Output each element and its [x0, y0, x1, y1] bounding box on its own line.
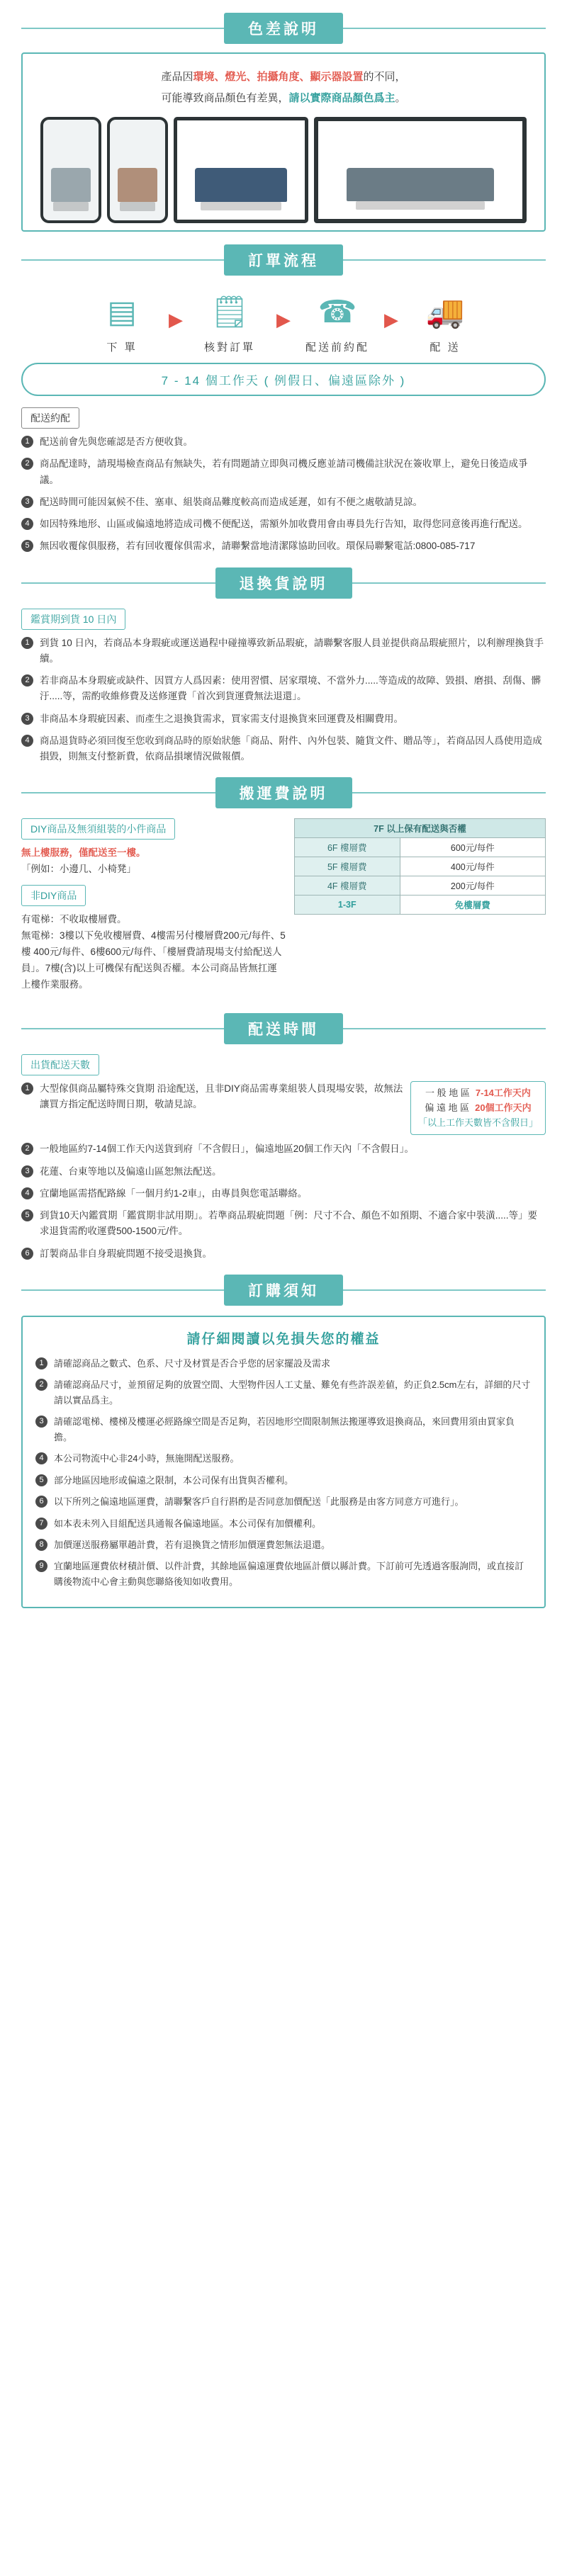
item-number: 5 [21, 540, 33, 552]
delivery-time-heading [21, 1013, 546, 1044]
item-number: 4 [21, 1187, 33, 1199]
flow-step [295, 286, 380, 354]
table-cell-floor: 1-3F [294, 896, 400, 915]
color-section-title: 色差說明 [224, 13, 343, 44]
list-item [35, 1356, 532, 1371]
freight-nondiy-tag: 非DIY商品 [21, 885, 86, 906]
item-number: 2 [21, 458, 33, 470]
delivery-window-pill: 7 - 14 個工作天 ( 例假日、偏遠區除外 ) [21, 363, 546, 396]
item-text: 宜蘭地區運費依材積計價、以件計費，其餘地區偏遠運費依地區計價以縣計費。下訂前可先透過客服詢問，或直接訂購後物流中心會主動與您聯絡後知如收費用。 [54, 1561, 524, 1587]
item-text: 非商品本身瑕疵因素、而產生之退換貨需求，買家需支付退換貨來回運費及相關費用。 [40, 713, 403, 724]
badge-footnote: 「以上工作天數皆不含假日」 [417, 1117, 538, 1128]
item-text: 商品退貨時必須回復至您收到商品時的原始狀態「商品、附件、內外包裝、隨貨文件、贈品等」，若商品因人爲使用造成損毀，則無支付整新費，依商品損壞情況做報價。 [40, 735, 542, 762]
table-cell-floor: 6F 樓層費 [294, 838, 400, 857]
item-text: 訂製商品非自身瑕疵問題不接受退換貨。 [40, 1248, 212, 1259]
badge-row [418, 1101, 538, 1116]
return-policy-tag: 鑑賞期到貨 10 日內 [21, 609, 125, 630]
freight-diy-bold-text: 無上樓服務，僅配送至一樓。 [21, 847, 146, 859]
list-item [35, 1451, 532, 1466]
item-text: 部分地區因地形或偏遠之限制，本公司保有出貨與否權利。 [54, 1474, 294, 1486]
item-text: 本公司物流中心非24小時，無施開配送服務。 [54, 1453, 240, 1464]
flow-step-label: 配 送 [430, 341, 461, 354]
freight-nondiy-line-2: 無電梯：3樓以下免收樓層費、4樓需另付樓層費200元/每件、5樓 400元/每件、6樓600元/每件、「樓層費請現場支付給配送人員」。7樓(含)以上可機保有配送與否權。本公司商品皆無扛運上樓作業服務。 [21, 930, 286, 990]
table-row [294, 896, 545, 915]
item-text: 商品配達時，請現場檢查商品有無缺失，若有問題請立即與司機反應並請司機備註狀況在簽收單上，避免日後造成爭議。 [40, 458, 528, 485]
list-item [21, 1208, 546, 1240]
item-text: 如因特殊地形、山區或偏遠地將造成司機不便配送，需額外加收費用會由專員先行告知，取得您同意後再進行配送。 [40, 519, 528, 530]
monitor-preview-icon [174, 117, 308, 223]
item-text: 花蓮、台東等地以及偏遠山區恕無法配送。 [40, 1165, 222, 1177]
table-row [294, 819, 545, 838]
list-item [21, 1186, 546, 1202]
table-cell-floor: 5F 樓層費 [294, 857, 400, 876]
delivery-region-badge [410, 1081, 546, 1135]
item-text: 配送前會先與您確認是否方便收貨。 [40, 436, 193, 447]
list-item [35, 1494, 532, 1509]
item-number: 4 [35, 1452, 47, 1464]
flow-step [79, 286, 164, 354]
table-cell-fee: 400元/每件 [400, 857, 545, 876]
freight-diy-block [21, 818, 286, 878]
item-number: 2 [21, 674, 33, 687]
item-number: 1 [35, 1357, 47, 1369]
list-item [35, 1473, 532, 1488]
item-number: 3 [21, 496, 33, 508]
item-number: 4 [21, 518, 33, 530]
list-item [21, 635, 546, 667]
item-text: 到貨10天內鑑賞期「鑑賞期非試用期」。若準商品瑕疵問題「例：尺寸不合、顏色不如預期、不適合家中裝潢.....等」要求退貨需酌收運費500-1500元/件。 [40, 1210, 538, 1237]
order-flow-title: 訂單流程 [224, 244, 343, 276]
table-row [294, 838, 545, 857]
list-item [21, 434, 546, 450]
phone-preview-2-icon [107, 117, 168, 223]
badge-value: 20個工作天内 [475, 1102, 532, 1113]
freight-diy-line-2: 「例如：小邊几、小椅凳」 [21, 864, 136, 875]
freight-title: 搬運費說明 [215, 777, 352, 808]
item-text: 請確認電梯、樓梯及樓運必經路線空間是否足夠，若因地形空間限制無法搬運導致退換商品，來回費用須由買家負擔。 [54, 1416, 515, 1442]
table-cell-floor: 4F 樓層費 [294, 876, 400, 896]
purchase-notice-title: 訂購須知 [224, 1275, 343, 1306]
list-item [35, 1559, 532, 1589]
list-item [21, 1246, 546, 1262]
table-cell-fee: 600元/每件 [400, 838, 545, 857]
badge-row [418, 1086, 538, 1101]
item-number: 9 [35, 1560, 47, 1572]
purchase-notice-list [35, 1356, 532, 1589]
table-header-cell: 7F 以上保有配送與否權 [294, 819, 545, 838]
list-item [35, 1377, 532, 1408]
purchase-notice-section [0, 1275, 567, 1608]
item-number: 5 [21, 1209, 33, 1221]
purchase-notice-subtitle: 請仔細閱讀以免損失您的權益 [186, 1332, 381, 1347]
item-text: 如本表未列入目組配送具通報各偏遠地區。本公司保有加價權利。 [54, 1518, 322, 1529]
item-number: 1 [21, 436, 33, 448]
badge-value: 7-14工作天内 [475, 1088, 531, 1099]
freight-text-column [21, 818, 286, 1000]
freight-nondiy-line-1: 有電梯：不收取樓層費。 [21, 914, 127, 925]
color-photo-strip [37, 117, 530, 223]
flow-step [403, 286, 488, 354]
item-text: 加價運送服務屬單趟計費，若有退換貨之情形加價運費恕無法退還。 [54, 1539, 331, 1550]
item-number: 6 [21, 1248, 33, 1260]
purchase-notice-box [21, 1316, 546, 1608]
item-text: 到貨 10 日內，若商品本身瑕疵或運送過程中碰撞導致新品瑕疵，請聯繫客服人員並提供商品瑕疵照片，以利辦理換貨手續。 [40, 637, 544, 664]
item-text: 宜蘭地區需搭配路線「一個月約1-2車」，由專員與您電話聯絡。 [40, 1187, 308, 1199]
item-text: 配送時間可能因氣候不佳、塞車、組裝商品難度較高而造成延遲，如有不便之處敬請見諒。 [40, 496, 422, 507]
item-text: 若非商品本身瑕疵或缺件、因買方人爲因素：使用習慣、居家環境、不當外力.....等造成的故障、毀損、磨損、刮傷、髒汙.....等，需酌收維修費及送修運費「首次到貨運費無法退還」。 [40, 675, 541, 702]
delivery-truck-icon: 🚚 [425, 295, 465, 329]
purchase-notice-heading [21, 1275, 546, 1306]
freight-fee-table-column [294, 818, 546, 915]
shipping-notes-list [21, 434, 546, 555]
list-item [35, 1516, 532, 1531]
table-cell-fee: 免樓層費 [400, 896, 545, 915]
list-item [21, 673, 546, 705]
badge-label: 一 般 地 區 [425, 1088, 470, 1099]
color-section-heading [21, 13, 546, 44]
item-number: 1 [21, 1083, 33, 1095]
list-item [21, 1141, 546, 1157]
item-text: 一般地區約7-14個工作天內送貨到府「不含假日」，偏遠地區20個工作天內「不含假日」。 [40, 1143, 415, 1155]
list-item [21, 1081, 546, 1135]
list-item [35, 1414, 532, 1445]
chevron-right-icon: ▶ [384, 309, 398, 330]
item-number: 2 [21, 1143, 33, 1155]
freight-fee-table [294, 818, 546, 915]
freight-diy-line-1 [21, 845, 286, 862]
item-number: 2 [35, 1379, 47, 1391]
list-item [21, 1164, 546, 1180]
flow-step-label: 核對訂單 [203, 341, 255, 354]
freight-content [21, 818, 546, 1000]
phone-preview-icon [40, 117, 101, 223]
color-note-box [21, 52, 546, 232]
item-number: 7 [35, 1518, 47, 1530]
item-text: 請確認商品尺寸，並預留足夠的放置空間、大型物件因人工丈量、難免有些許誤差値，約正負2.5cm左右，詳細的尺寸請以實品爲主。 [54, 1379, 531, 1406]
delivery-days-tag: 出貨配送天數 [21, 1054, 99, 1075]
delivery-time-list [21, 1081, 546, 1262]
color-difference-section [0, 13, 567, 232]
list-item [35, 1537, 532, 1552]
table-cell-fee: 200元/每件 [400, 876, 545, 896]
order-flow-heading [21, 244, 546, 276]
flow-step-label: 配送前約配 [305, 341, 369, 354]
chevron-right-icon: ▶ [276, 309, 291, 330]
list-item [21, 516, 546, 532]
return-policy-title: 退換貨說明 [215, 567, 352, 599]
badge-label: 偏 遠 地 區 [425, 1102, 470, 1113]
item-text: 大型傢俱商品屬特殊交貨期 沿途配送，且非DIY商品需專業組裝人員現場安裝，故無法讓買方指定配送時間日期，敬請見諒。 [40, 1083, 403, 1110]
item-number: 5 [35, 1474, 47, 1486]
return-policy-list [21, 635, 546, 765]
item-number: 3 [35, 1416, 47, 1428]
item-number: 4 [21, 735, 33, 747]
list-item [21, 538, 546, 554]
product-info-page [0, 13, 567, 1637]
item-number: 6 [35, 1496, 47, 1508]
order-flow-steps [21, 286, 546, 354]
item-number: 8 [35, 1539, 47, 1551]
item-number: 1 [21, 637, 33, 649]
phone-call-icon: ☎ [318, 294, 357, 329]
freight-nondiy-block [21, 885, 286, 993]
chevron-right-icon: ▶ [169, 309, 183, 330]
freight-section [0, 777, 567, 1000]
shipping-notes-tag: 配送約配 [21, 407, 79, 429]
delivery-time-title: 配送時間 [224, 1013, 343, 1044]
list-item [21, 733, 546, 765]
flow-step-label: 下 單 [106, 341, 137, 354]
item-number: 3 [21, 713, 33, 725]
item-text: 無因收覆傢俱服務，若有回收覆傢俱需求，請聯繫當地清潔隊協助回收。環保局聯繫電話:0800-085-717 [40, 541, 476, 552]
delivery-time-section [0, 1013, 567, 1262]
return-policy-heading [21, 567, 546, 599]
list-item [21, 711, 546, 727]
mobile-order-icon: ▤ [107, 294, 137, 329]
list-item [21, 495, 546, 510]
item-text: 請確認商品之數式、色系、尺寸及材質是否合乎您的居家擺設及需求 [54, 1358, 331, 1369]
list-item [21, 456, 546, 488]
freight-diy-tag: DIY商品及無須組裝的小件商品 [21, 818, 175, 840]
order-flow-section [0, 244, 567, 555]
tv-preview-icon [314, 117, 527, 223]
freight-heading [21, 777, 546, 808]
return-policy-section [0, 567, 567, 765]
item-text: 以下所列之偏遠地區運費，請聯繫客戶自行斟酌是否同意加價配送「此服務是由客方同意方可進行」。 [54, 1496, 464, 1508]
flow-step [187, 286, 272, 354]
color-note-line-2: 可能導致商品顏色有差異，請以實際商品顏色爲主。 [161, 91, 406, 104]
item-number: 3 [21, 1165, 33, 1177]
table-row [294, 876, 545, 896]
color-note-line-1: 產品因環境、燈光、拍攝角度、顯示器設置的不同， [161, 71, 406, 83]
table-row [294, 857, 545, 876]
checklist-icon: 🗒 [210, 295, 249, 329]
